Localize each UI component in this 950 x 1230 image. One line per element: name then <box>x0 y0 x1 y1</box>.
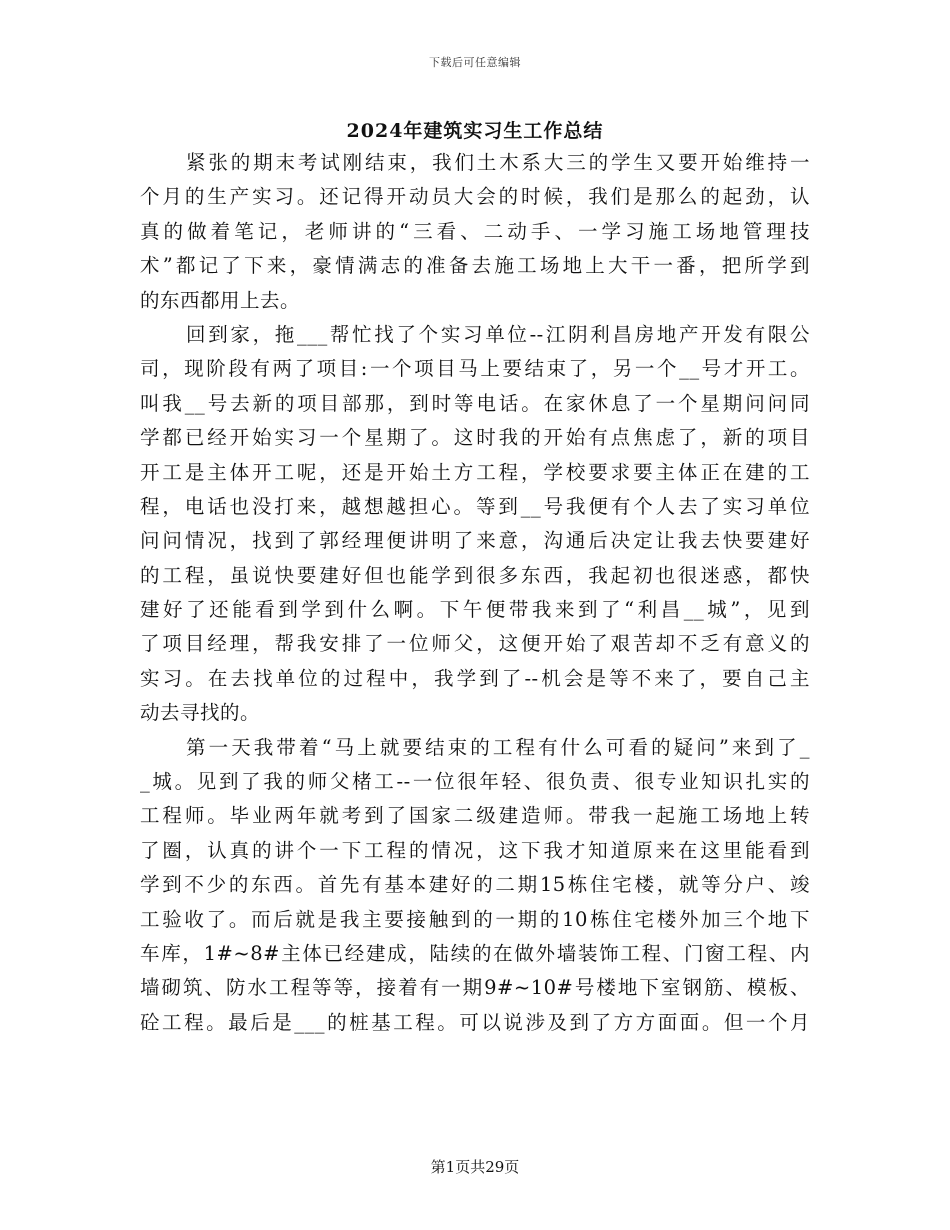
text-line: 学到不少的东西。首先有基本建好的二期15栋住宅楼，就等分户、竣 <box>140 873 810 897</box>
text-line: 了圈，认真的讲个一下工程的情况，这下我才知道原来在这里能看到 <box>140 838 810 862</box>
document-title: 2024年建筑实习生工作总结 <box>346 120 604 142</box>
text-line: 的东西都用上去。 <box>140 288 301 312</box>
paragraph-1 <box>140 146 810 318</box>
text-line: 学都已经开始实习一个星期了。这时我的开始有点焦虑了，新的项目 <box>140 426 810 450</box>
text-line: 司，现阶段有两了项目:一个项目马上要结束了，另一个__号才开工。 <box>140 357 810 381</box>
text-line: 工验收了。而后就是我主要接触到的一期的10栋住宅楼外加三个地下 <box>140 907 810 931</box>
text-line: 程，电话也没打来，越想越担心。等到__号我便有个人去了实习单位 <box>140 494 810 518</box>
text-line: 的工程，虽说快要建好但也能学到很多东西，我起初也很迷惑，都快 <box>140 563 810 587</box>
text-line: 个月的生产实习。还记得开动员大会的时候，我们是那么的起劲，认 <box>140 185 810 209</box>
text-line: 第一天我带着“马上就要结束的工程有什么可看的疑问”来到了_ <box>186 735 810 759</box>
text-line: 术”都记了下来，豪情满志的准备去施工场地上大干一番，把所学到 <box>140 254 810 278</box>
text-line: 叫我__号去新的项目部那，到时等电话。在家休息了一个星期问问同 <box>140 391 810 415</box>
text-line: 开工是主体开工呢，还是开始土方工程，学校要求要主体正在建的工 <box>140 460 810 484</box>
text-line: 建好了还能看到学到什么啊。下午便带我来到了“利昌__城”，见到 <box>140 598 810 622</box>
text-line: 墙砌筑、防水工程等等，接着有一期9#~10#号楼地下室钢筋、模板、 <box>140 976 810 1000</box>
text-line: 工程师。毕业两年就考到了国家二级建造师。带我一起施工场地上转 <box>140 804 810 828</box>
text-line: _城。见到了我的师父楮工--一位很年轻、很负责、很专业知识扎实的 <box>140 770 810 794</box>
document-body <box>140 146 810 1040</box>
text-line: 紧张的期末考试刚结束，我们土木系大三的学生又要开始维持一 <box>186 151 810 174</box>
text-line: 真的做着笔记，老师讲的“三看、二动手、一学习施工场地管理技 <box>140 219 810 243</box>
text-line: 动去寻找的。 <box>140 701 261 725</box>
text-line: 回到家，拖___帮忙找了个实习单位--江阴利昌房地产开发有限公 <box>186 322 810 346</box>
text-line: 问问情况，找到了郭经理便讲明了来意，沟通后决定让我去快要建好 <box>140 529 810 553</box>
paragraph-2 <box>140 318 810 731</box>
text-line: 砼工程。最后是___的桩基工程。可以说涉及到了方方面面。但一个月 <box>140 1010 810 1034</box>
text-line: 了项目经理，帮我安排了一位师父，这便开始了艰苦却不乏有意义的 <box>140 632 810 656</box>
text-line: 实习。在去找单位的过程中，我学到了--机会是等不来了，要自己主 <box>140 666 810 690</box>
text-line: 车库，1#~8#主体已经建成，陆续的在做外墙装饰工程、门窗工程、内 <box>140 941 810 965</box>
paragraph-3 <box>140 731 810 1041</box>
page-header: 下载后可任意编辑 <box>429 56 521 69</box>
page-number-footer: 第1页共29页 <box>430 1158 520 1176</box>
